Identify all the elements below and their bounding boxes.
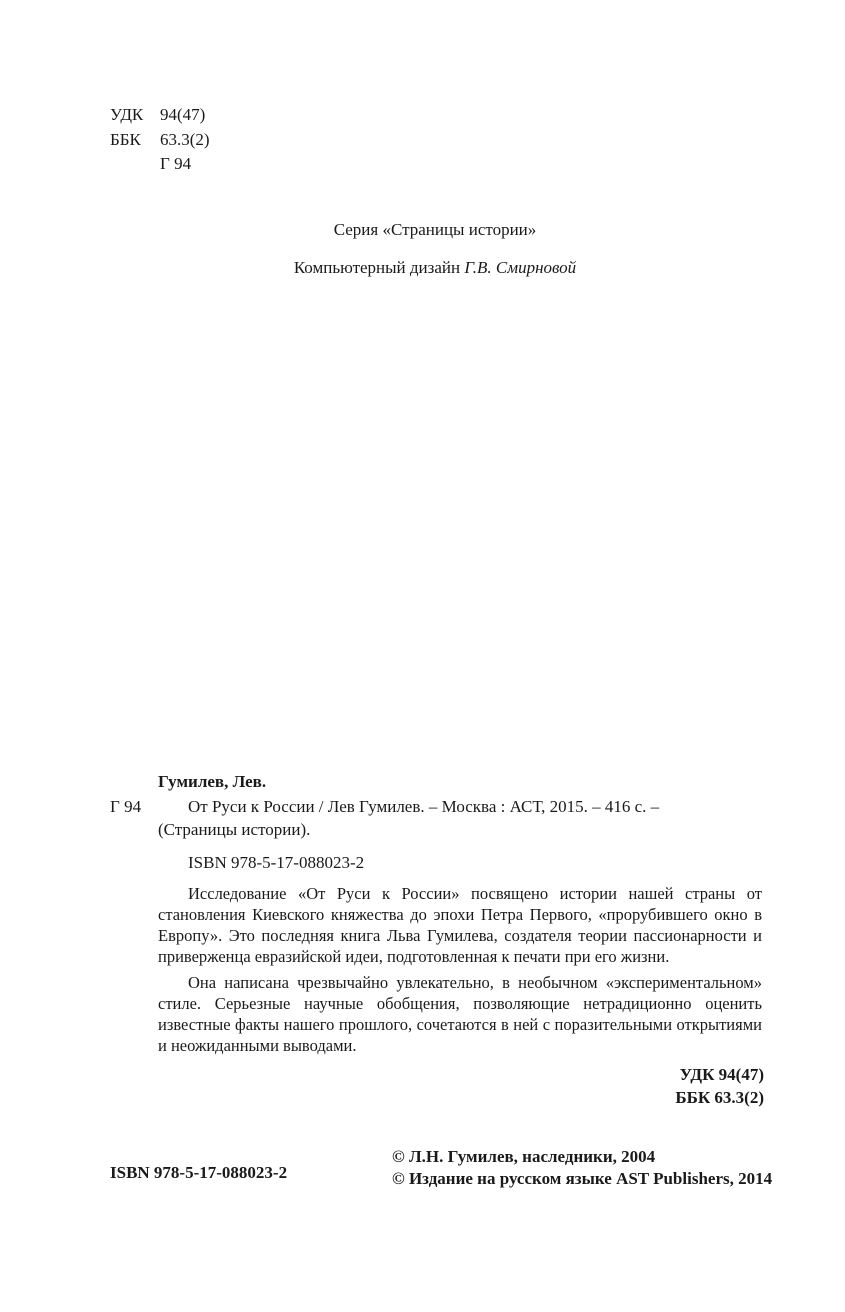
bib-line-2: (Страницы истории). bbox=[158, 820, 311, 839]
udk-label: УДК bbox=[110, 105, 144, 124]
author-sign-bib: Г 94 bbox=[110, 797, 142, 816]
udk-code: УДК 94(47) bbox=[679, 1065, 764, 1084]
design-credit bbox=[0, 257, 845, 278]
isbn-footer: ISBN 978-5-17-088023-2 bbox=[110, 1163, 288, 1182]
abstract bbox=[158, 883, 762, 1056]
abstract-paragraph-2: Она написана чрезвычайно увлекательно, в необычном «экспериментальном» стиле. Серьезные научные обобщения, позволяющие нетрадиционно оценить известные факты нашего прошлого, сочетаются в ней с поразительными открытиями и неожиданными выводами. bbox=[158, 973, 762, 1055]
bbk-code: ББК 63.3(2) bbox=[675, 1088, 764, 1107]
isbn-bib: ISBN 978-5-17-088023-2 bbox=[188, 853, 365, 872]
copyright-publisher: © Издание на русском языке AST Publishers, 2014 bbox=[392, 1169, 773, 1188]
design-prefix: Компьютерный дизайн bbox=[293, 258, 461, 277]
author-heading: Гумилев, Лев. bbox=[158, 772, 267, 791]
series-title: Серия «Страницы истории» bbox=[333, 220, 537, 239]
udk-value: 94(47) bbox=[160, 105, 206, 124]
bib-line-1: От Руси к России / Лев Гумилев. – Москва : АСТ, 2015. – 416 с. – bbox=[188, 797, 660, 816]
abstract-paragraph-1: Исследование «От Руси к России» посвящено истории нашей страны от становления Киевского княжества до эпохи Петра Первого, «прорубившего окно в Европу». Это последняя книга Льва Гумилева, создателя теории пассионарности и приверженца евразийской идеи, подготовленная к печати при его жизни. bbox=[158, 884, 762, 966]
bbk-value: 63.3(2) bbox=[160, 130, 210, 149]
copyright-author: © Л.Н. Гумилев, наследники, 2004 bbox=[392, 1147, 656, 1166]
designer-name: Г.В. Смирновой bbox=[464, 258, 577, 277]
author-sign-top: Г 94 bbox=[160, 154, 192, 173]
bbk-label: ББК bbox=[110, 130, 141, 149]
